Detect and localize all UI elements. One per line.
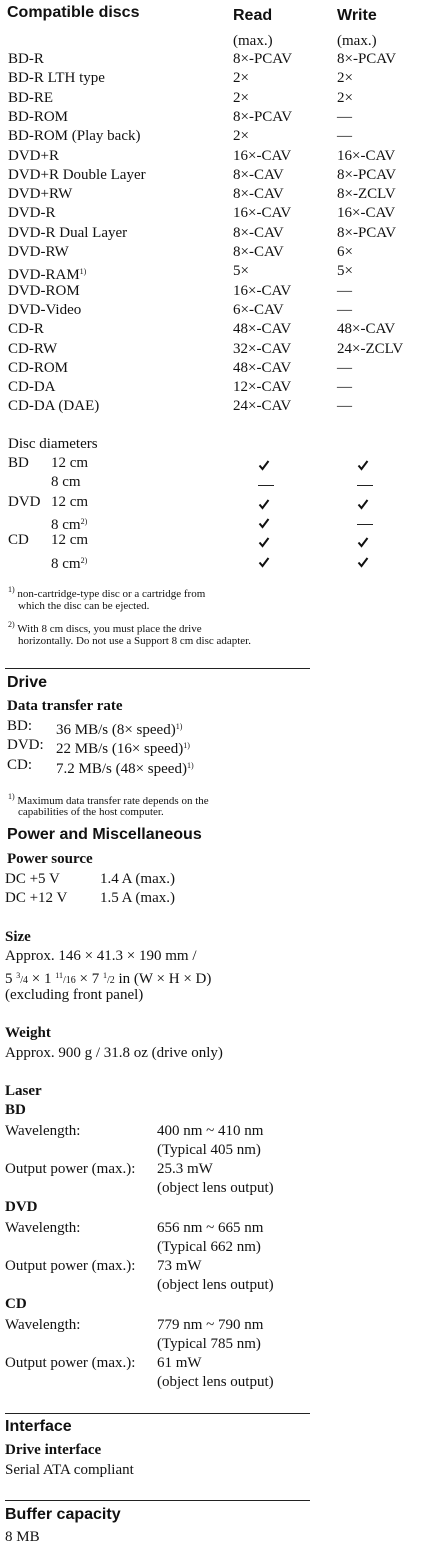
checkmark-icon xyxy=(258,555,270,572)
rate-value: 22 MB/s (16× speed) xyxy=(56,741,184,758)
footnote-ref: 1) xyxy=(175,722,183,731)
checkmark-icon xyxy=(258,516,270,533)
checkmark-icon xyxy=(357,555,369,572)
write-speed-cell: 8×-PCAV xyxy=(337,166,397,183)
disc-size-cell xyxy=(51,551,87,574)
disc-type-label: DVD-RAM xyxy=(8,267,80,284)
footnote-ref: 2) xyxy=(80,555,88,565)
buffer-capacity-heading: Buffer capacity xyxy=(5,1506,121,1523)
write-speed-cell: 2× xyxy=(337,70,353,87)
size-imperial: 5 $^3$/4 × 1 $^{11}$/16 × 7 $^1$/2 in (W × H × D) xyxy=(5,971,212,987)
footnote-1-cont: which the disc can be ejected. xyxy=(18,600,150,612)
read-support-cell xyxy=(258,458,270,476)
power-label: DC +5 V xyxy=(5,871,60,887)
write-speed-cell: 24×-ZCLV xyxy=(337,340,404,357)
size-heading: Size xyxy=(5,929,31,945)
divider xyxy=(5,668,310,669)
checkmark-icon xyxy=(258,458,270,475)
disc-type-label: DVD-ROM xyxy=(8,282,80,299)
disc-size-cell xyxy=(51,473,81,492)
checkmark-icon xyxy=(357,535,369,552)
read-speed-cell: 16×-CAV xyxy=(233,205,292,222)
disc-type-cell xyxy=(8,301,81,320)
disc-type-label: DVD-Video xyxy=(8,301,82,318)
write-speed-cell: 8×-PCAV xyxy=(337,224,397,241)
disc-type-label: DVD-R xyxy=(8,205,56,222)
laser-group-heading: DVD xyxy=(5,1199,38,1215)
power-source-heading: Power source xyxy=(7,851,93,867)
read-max-note: (max.) xyxy=(233,33,273,49)
read-speed-cell: 8×-CAV xyxy=(233,166,284,183)
disc-type-cell xyxy=(8,166,146,185)
write-speed-cell: — xyxy=(337,282,352,299)
disc-type-cell xyxy=(8,359,68,378)
read-support-cell xyxy=(258,516,270,534)
drive-heading: Drive xyxy=(7,674,48,691)
read-speed-cell: 2× xyxy=(233,89,249,106)
disc-type-label: CD-DA (DAE) xyxy=(8,398,100,415)
write-speed-cell: 5× xyxy=(337,263,353,280)
read-support-cell xyxy=(258,555,270,573)
read-speed-cell: 2× xyxy=(233,128,249,145)
drive-footnote: $^{1)}$ Maximum data transfer rate depends on the xyxy=(8,792,209,807)
write-speed-cell: — xyxy=(337,128,352,145)
output-power-label: Output power (max.): xyxy=(5,1355,136,1371)
wavelength-label: Wavelength: xyxy=(5,1123,81,1139)
disc-family-label: BD xyxy=(8,455,29,471)
disc-type-label: DVD+RW xyxy=(8,186,73,203)
output-power-value: 73 mW xyxy=(157,1258,202,1274)
write-support-cell xyxy=(357,516,373,534)
read-speed-cell: 6×-CAV xyxy=(233,301,284,318)
power-value: 1.4 A (max.) xyxy=(100,871,175,887)
footnote-1: $^{1)}$ non-cartridge-type disc or a cartridge from xyxy=(8,585,206,600)
rate-label: CD: xyxy=(7,756,33,773)
read-speed-cell: 8×-CAV xyxy=(233,224,284,241)
dash-icon xyxy=(357,524,373,525)
disc-diameters-heading: Disc diameters xyxy=(8,436,98,452)
drive-interface-heading: Drive interface xyxy=(5,1442,102,1458)
footnote-2-cont: horizontally. Do not use a Support 8 cm disc adapter. xyxy=(18,635,251,647)
disc-size-label: 8 cm xyxy=(51,516,81,533)
disc-size-label: 8 cm xyxy=(51,474,81,491)
disc-type-cell xyxy=(8,69,105,88)
wavelength-label: Wavelength: xyxy=(5,1317,81,1333)
read-speed-cell: 2× xyxy=(233,70,249,87)
output-power-value: 25.3 mW xyxy=(157,1161,213,1177)
read-speed-cell: 48×-CAV xyxy=(233,359,292,376)
divider xyxy=(5,1413,310,1414)
read-support-cell xyxy=(258,535,270,553)
disc-type-label: CD-R xyxy=(8,321,44,338)
disc-family-label: CD xyxy=(8,532,29,549)
read-speed-cell: 5× xyxy=(233,263,249,280)
laser-group-heading: BD xyxy=(5,1102,26,1118)
rate-value: 7.2 MB/s (48× speed) xyxy=(56,760,187,777)
footnote-ref: 2) xyxy=(80,516,88,526)
rate-label: DVD: xyxy=(7,737,44,754)
read-support-cell xyxy=(258,477,274,495)
size-metric: Approx. 146 × 41.3 × 190 mm / xyxy=(5,948,197,964)
write-speed-cell: — xyxy=(337,379,352,396)
compatible-discs-heading: Compatible discs xyxy=(7,4,140,21)
disc-type-cell xyxy=(8,185,72,204)
rate-value: 36 MB/s (8× speed) xyxy=(56,722,176,738)
drive-interface-value: Serial ATA compliant xyxy=(5,1462,134,1478)
footnote-ref: 1) xyxy=(186,760,194,770)
disc-type-label: DVD+R xyxy=(8,147,59,164)
laser-group-heading: CD xyxy=(5,1296,27,1312)
write-max-note: (max.) xyxy=(337,33,377,49)
drive-footnote-cont: capabilities of the host computer. xyxy=(18,806,164,818)
rate-value-cell xyxy=(56,756,194,779)
disc-type-cell xyxy=(8,147,59,166)
checkmark-icon xyxy=(258,497,270,514)
disc-type-cell xyxy=(8,320,44,339)
write-speed-cell: 48×-CAV xyxy=(337,321,396,338)
read-speed-cell: 48×-CAV xyxy=(233,321,292,338)
disc-type-cell xyxy=(8,397,99,416)
footnote-2: $^{2)}$ With 8 cm discs, you must place the drive xyxy=(8,620,202,635)
read-speed-cell: 24×-CAV xyxy=(233,398,292,415)
disc-type-cell xyxy=(8,243,69,262)
write-support-cell xyxy=(357,458,369,476)
weight-heading: Weight xyxy=(5,1025,51,1041)
output-power-label: Output power (max.): xyxy=(5,1258,136,1274)
weight-value: Approx. 900 g / 31.8 oz (drive only) xyxy=(5,1045,223,1061)
laser-heading: Laser xyxy=(5,1083,42,1099)
disc-type-label: DVD-RW xyxy=(8,244,69,260)
power-label: DC +12 V xyxy=(5,890,68,907)
read-speed-cell: 12×-CAV xyxy=(233,379,292,396)
wavelength-label: Wavelength: xyxy=(5,1220,81,1236)
disc-type-cell xyxy=(8,50,44,69)
disc-type-label: BD-ROM xyxy=(8,108,69,125)
disc-type-cell xyxy=(8,340,57,359)
checkmark-icon xyxy=(258,535,270,552)
disc-size-cell xyxy=(51,493,88,512)
disc-size-label: 8 cm xyxy=(51,555,81,572)
read-speed-cell: 8×-CAV xyxy=(233,244,284,260)
read-speed-cell: 8×-PCAV xyxy=(233,51,293,67)
output-power-note: (object lens output) xyxy=(157,1180,274,1196)
disc-family-label: DVD xyxy=(8,493,41,510)
disc-size-cell xyxy=(51,531,88,550)
write-support-cell xyxy=(357,477,373,495)
disc-type-label: CD-RW xyxy=(8,340,58,357)
wavelength-typical: (Typical 785 nm) xyxy=(157,1336,261,1352)
wavelength-typical: (Typical 405 nm) xyxy=(157,1142,261,1158)
wavelength-value: 400 nm ~ 410 nm xyxy=(157,1123,264,1139)
footnote-ref: 1) xyxy=(79,267,87,277)
wavelength-value: 656 nm ~ 665 nm xyxy=(157,1220,264,1236)
disc-type-cell xyxy=(8,108,68,127)
wavelength-value: 779 nm ~ 790 nm xyxy=(157,1317,264,1333)
disc-size-label: 12 cm xyxy=(51,493,89,510)
read-speed-cell: 32×-CAV xyxy=(233,340,292,357)
write-speed-cell: — xyxy=(337,359,352,376)
disc-type-label: DVD-R Dual Layer xyxy=(8,224,128,241)
disc-type-cell xyxy=(8,282,80,301)
output-power-note: (object lens output) xyxy=(157,1374,274,1390)
data-transfer-rate-heading: Data transfer rate xyxy=(7,698,123,714)
dash-icon xyxy=(258,485,274,486)
write-speed-cell: — xyxy=(337,301,352,318)
write-speed-cell: 16×-CAV xyxy=(337,147,396,164)
write-speed-cell: — xyxy=(337,108,352,125)
disc-size-label: 12 cm xyxy=(51,455,89,471)
disc-type-cell xyxy=(8,127,140,146)
disc-type-label: BD-R LTH type xyxy=(8,70,105,87)
disc-type-label: BD-ROM (Play back) xyxy=(8,128,141,145)
disc-type-label: BD-R xyxy=(8,51,44,67)
disc-size-cell xyxy=(51,454,88,473)
footnote-ref: 1) xyxy=(183,741,190,751)
disc-type-cell xyxy=(8,89,53,108)
write-support-cell xyxy=(357,535,369,553)
read-speed-cell: 8×-PCAV xyxy=(233,108,293,125)
dash-icon xyxy=(357,485,373,486)
write-column-header: Write xyxy=(337,7,377,24)
read-speed-cell: 16×-CAV xyxy=(233,147,292,164)
divider xyxy=(5,1500,310,1501)
disc-type-label: DVD+R Double Layer xyxy=(8,166,146,183)
write-support-cell xyxy=(357,555,369,573)
read-speed-cell: 16×-CAV xyxy=(233,282,292,299)
output-power-label: Output power (max.): xyxy=(5,1161,136,1177)
write-speed-cell: 6× xyxy=(337,244,353,260)
size-note: (excluding front panel) xyxy=(5,987,144,1003)
output-power-value: 61 mW xyxy=(157,1355,202,1371)
checkmark-icon xyxy=(357,497,369,514)
output-power-note: (object lens output) xyxy=(157,1277,274,1293)
power-value: 1.5 A (max.) xyxy=(100,890,175,907)
power-misc-heading: Power and Miscellaneous xyxy=(7,826,202,843)
disc-type-label: CD-ROM xyxy=(8,359,69,376)
disc-type-cell xyxy=(8,204,56,223)
read-support-cell xyxy=(258,497,270,515)
disc-type-label: CD-DA xyxy=(8,379,56,396)
rate-label: BD: xyxy=(7,718,33,734)
interface-heading: Interface xyxy=(5,1418,72,1435)
read-speed-cell: 8×-CAV xyxy=(233,186,284,203)
write-speed-cell: 8×-ZCLV xyxy=(337,186,396,203)
disc-type-cell xyxy=(8,378,56,397)
write-speed-cell: — xyxy=(337,398,352,415)
disc-size-label: 12 cm xyxy=(51,532,89,549)
disc-type-label: BD-RE xyxy=(8,89,53,106)
wavelength-typical: (Typical 662 nm) xyxy=(157,1239,261,1255)
write-speed-cell: 2× xyxy=(337,89,353,106)
write-speed-cell: 8×-PCAV xyxy=(337,51,397,67)
read-column-header: Read xyxy=(233,7,273,24)
disc-type-cell xyxy=(8,224,127,243)
checkmark-icon xyxy=(357,458,369,475)
write-speed-cell: 16×-CAV xyxy=(337,205,396,222)
buffer-capacity-value: 8 MB xyxy=(5,1529,40,1545)
write-support-cell xyxy=(357,497,369,515)
